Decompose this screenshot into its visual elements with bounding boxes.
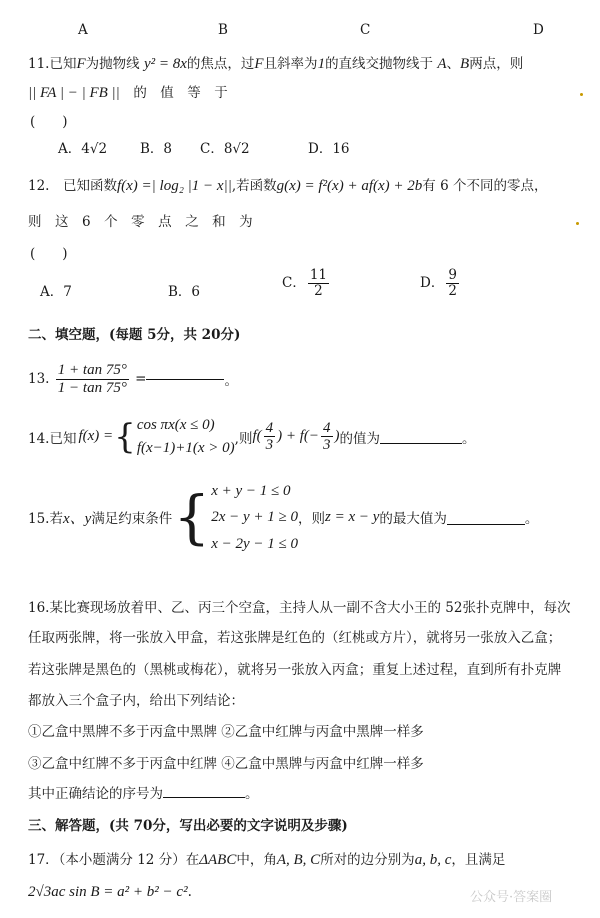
option-letter-b: B — [218, 22, 228, 38]
question-12-option-b: B．6 — [168, 284, 201, 300]
question-15: 15.若 x、y 满足约束条件 { x + y − 1 ≤ 0 2x − y + 1 ≥ 0 x − 2y − 1 ≤ 0 ，则 z = x − y 的最大值为 。 — [28, 483, 539, 552]
question-11-option-c: C．8√2 — [200, 141, 250, 157]
section-3-heading: 三、解答题，(共 70分，写出必要的文字说明及步骤) — [28, 818, 348, 834]
decorative-dot — [576, 222, 579, 225]
brace: { — [114, 416, 136, 457]
question-11-option-b: B．8 — [140, 141, 173, 157]
decorative-dot — [580, 93, 583, 96]
question-16-line3: 若这张牌是黑色的（黑桃或梅花），就将另一张放入丙盒；重复上述过程，直到所有扑克牌 — [28, 662, 562, 678]
question-16-line7: 其中正确结论的序号为 。 — [28, 782, 259, 802]
section-2-heading: 二、填空题，(每题 5分，共 20分) — [28, 327, 241, 343]
option-letter-a: A — [78, 22, 88, 38]
question-16-line6: ③乙盒中红牌不多于丙盒中红牌 ④乙盒中黑牌与丙盒中红牌一样多 — [28, 756, 424, 772]
question-17-line1: 17．（本小题满分 12 分）在ΔABC中，角A, B, C所对的边分别为a, b, c，且满足 — [28, 852, 506, 868]
question-11-paren: ( ) — [30, 114, 68, 130]
fraction: $\frac{4}{3}$ — [265, 419, 274, 453]
question-11-option-d: D．16 — [308, 141, 350, 157]
question-11-line1: 11.已知F为抛物线 y² = 8x的焦点，过F且斜率为1的直线交抛物线于 A、B两点，则 — [28, 56, 524, 72]
question-11-option-a: A．4√2 — [58, 141, 108, 157]
question-14: 14.已知 f(x) = { cos πx(x ≤ 0) f(x−1)+1(x > 0) ,则 f( $\frac{4}{3}$ ) + f(− $\frac{4}{3}$ ) 的值为 。 — [28, 416, 476, 457]
question-16-line2: 任取两张牌，将一张放入甲盒，若这张牌是红色的（红桃或方片），就将另一张放入乙盒； — [28, 630, 562, 646]
question-13: 13. $\frac{1 + \tan 75^\circ}{1 - \tan 75^\circ}$ = 。 — [28, 362, 238, 396]
answer-blank[interactable] — [163, 783, 245, 798]
option-letter-c: C — [360, 22, 371, 38]
brace: { — [173, 483, 211, 552]
question-17-line2: 2√3ac sin B = a² + b² − c². — [28, 884, 192, 900]
question-16-line1: 16.某比赛现场放着甲、乙、丙三个空盒，主持人从一副不含大小王的 52张扑克牌中，每次 — [28, 600, 571, 616]
answer-blank[interactable] — [447, 510, 525, 525]
fraction: $\frac{9}{2}$ — [448, 267, 457, 299]
watermark: 公众号·答案圈 — [470, 890, 553, 905]
option-letter-d: D — [533, 22, 544, 38]
answer-blank[interactable] — [380, 429, 462, 444]
question-12-option-a: A．7 — [40, 284, 72, 300]
question-12-option-c: C． $\frac{11}{2}$ — [282, 267, 328, 299]
fraction-tan: $\frac{1 + \tan 75^\circ}{1 - \tan 75^\circ}$ — [57, 362, 127, 396]
question-11-line2: || FA | − | FB || 的 值 等 于 — [28, 85, 228, 101]
answer-blank[interactable] — [146, 379, 224, 380]
fraction: $\frac{11}{2}$ — [309, 267, 328, 299]
question-16-line5: ①乙盒中黑牌不多于丙盒中黑牌 ②乙盒中红牌与丙盒中黑牌一样多 — [28, 724, 424, 740]
question-12-line2: 则 这 6 个 零 点 之 和 为 — [28, 214, 253, 230]
fraction: $\frac{4}{3}$ — [323, 419, 331, 453]
question-16-line4: 都放入三个盒子内，给出下列结论： — [28, 693, 244, 709]
question-12-paren: ( ) — [30, 246, 68, 262]
question-12-option-d: D． $\frac{9}{2}$ — [420, 267, 457, 299]
question-12-line1: 12. 已知函数f(x) =| log₂ |1 − x||,若函数g(x) = f²(x) + af(x) + 2b有 6 个不同的零点， — [28, 178, 548, 194]
